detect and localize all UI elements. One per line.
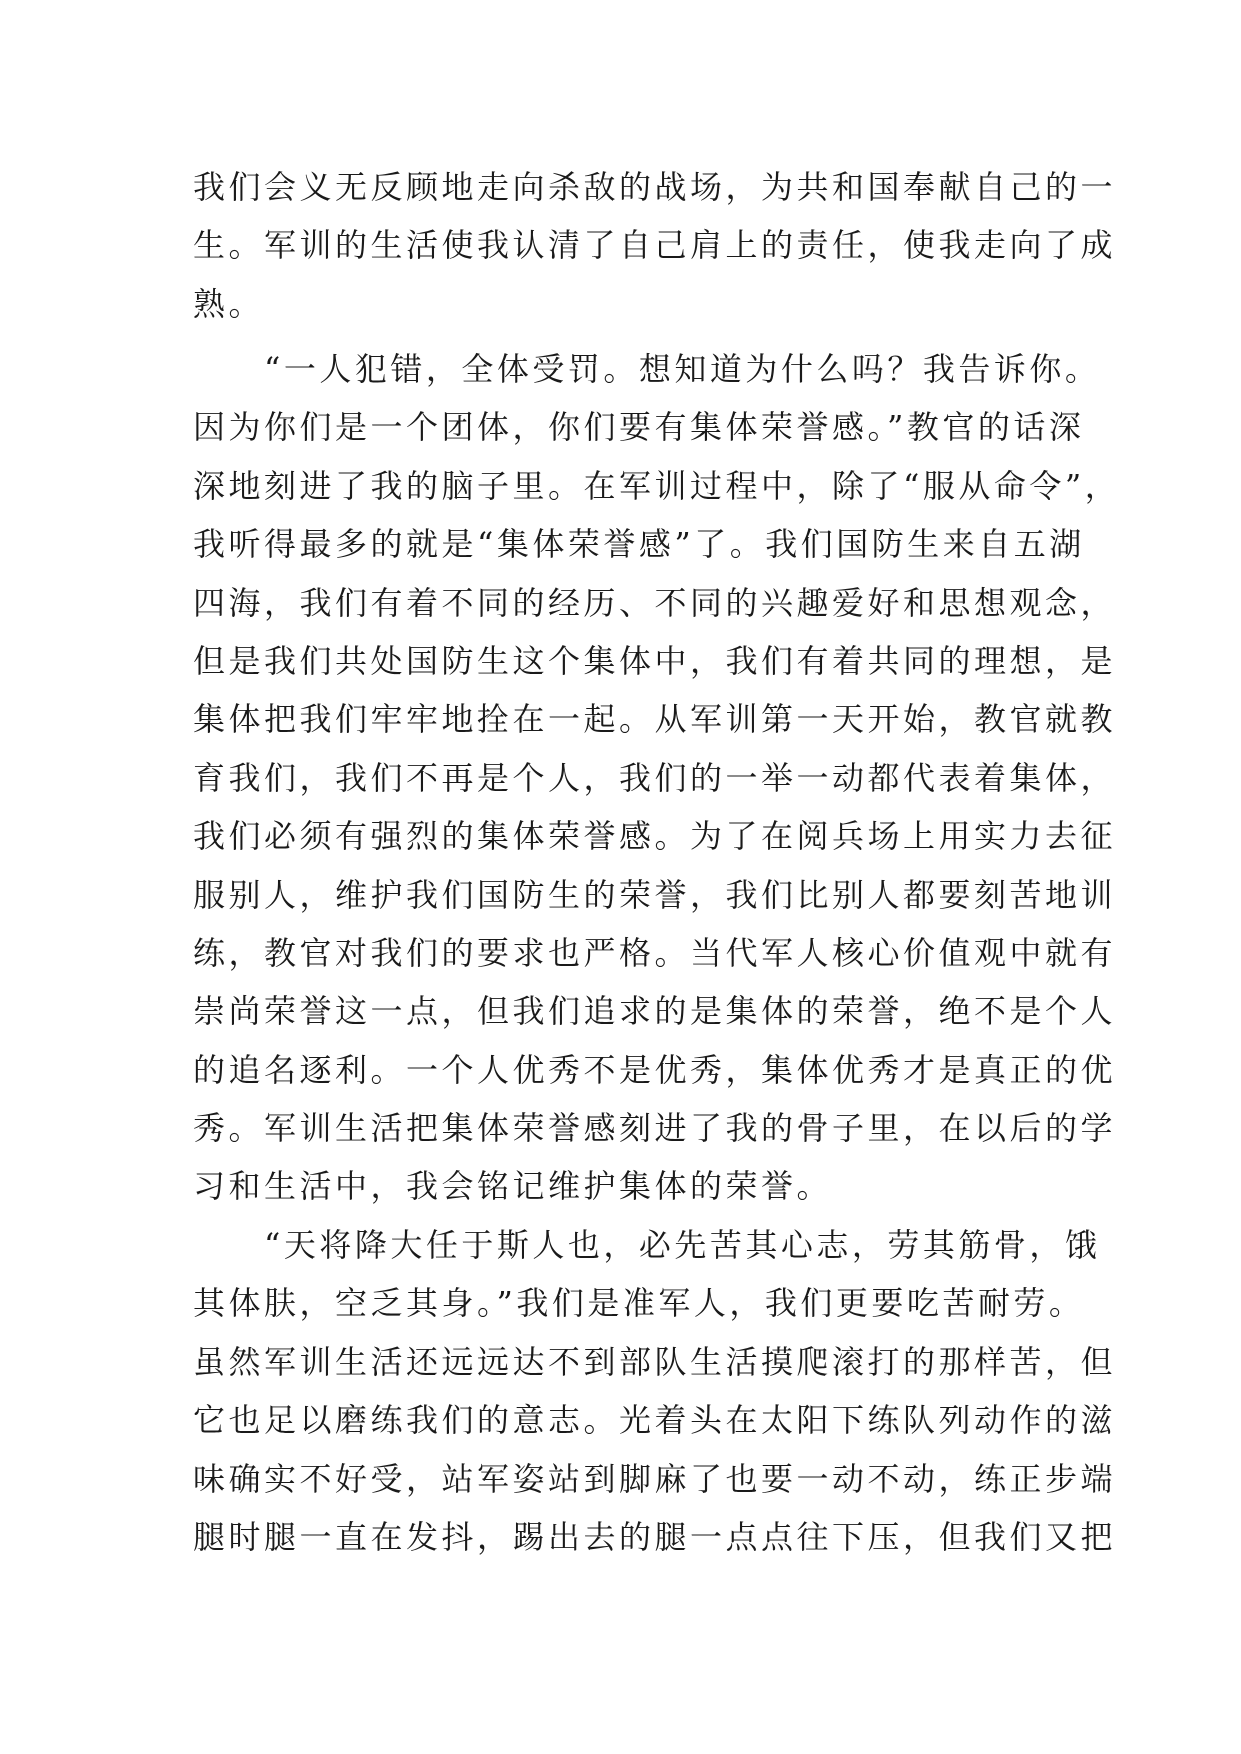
text-line: 秀。军训生活把集体荣誉感刻进了我的骨子里，在以后的学 [193, 1109, 1117, 1148]
text-line: 服别人，维护我们国防生的荣誉，我们比别人都要刻苦地训 [193, 875, 1117, 914]
text-line: 我听得最多的就是“集体荣誉感”了。我们国防生来自五湖 [193, 525, 1085, 564]
text-line: 习和生活中，我会铭记维护集体的荣誉。 [193, 1167, 833, 1206]
text-line: 但是我们共处国防生这个集体中，我们有着共同的理想，是 [193, 641, 1117, 680]
text-line: 崇尚荣誉这一点，但我们追求的是集体的荣誉，绝不是个人 [193, 992, 1117, 1031]
text-line: 育我们，我们不再是个人，我们的一举一动都代表着集体， [193, 758, 1117, 797]
text-line: 我们必须有强烈的集体荣誉感。为了在阅兵场上用实力去征 [193, 817, 1117, 856]
text-line: 因为你们是一个团体，你们要有集体荣誉感。”教官的话深 [193, 408, 1085, 447]
text-line: 其体肤，空乏其身。”我们是准军人，我们更要吃苦耐劳。 [193, 1284, 1085, 1323]
text-line: “天将降大任于斯人也，必先苦其心志，劳其筋骨，饿 [193, 1226, 1101, 1264]
paragraph-3 [193, 1216, 1117, 1566]
text-line: 熟。 [193, 284, 265, 323]
paragraph-2 [193, 340, 1121, 1216]
text-line: 集体把我们牢牢地拴在一起。从军训第一天开始，教官就教 [193, 700, 1117, 739]
text-line: 生。军训的生活使我认清了自己肩上的责任，使我走向了成 [193, 226, 1117, 265]
text-line: 练，教官对我们的要求也严格。当代军人核心价值观中就有 [193, 933, 1117, 972]
text-line: 它也足以磨练我们的意志。光着头在太阳下练队列动作的滋 [193, 1401, 1117, 1440]
paragraph-1 [193, 158, 1117, 333]
text-line: 腿时腿一直在发抖，踢出去的腿一点点往下压，但我们又把 [193, 1517, 1117, 1556]
text-line: 虽然军训生活还远远达不到部队生活摸爬滚打的那样苦，但 [193, 1342, 1117, 1381]
text-line: 我们会义无反顾地走向杀敌的战场，为共和国奉献自己的一 [193, 168, 1117, 206]
text-line: 味确实不好受，站军姿站到脚麻了也要一动不动，练正步端 [193, 1459, 1117, 1498]
text-line: 四海，我们有着不同的经历、不同的兴趣爱好和思想观念， [193, 583, 1117, 622]
text-line: “一人犯错，全体受罚。想知道为什么吗？我告诉你。 [193, 350, 1101, 388]
text-line: 深地刻进了我的脑子里。在军训过程中，除了“服从命令”， [193, 466, 1121, 505]
text-line: 的追名逐利。一个人优秀不是优秀，集体优秀才是真正的优 [193, 1050, 1117, 1089]
